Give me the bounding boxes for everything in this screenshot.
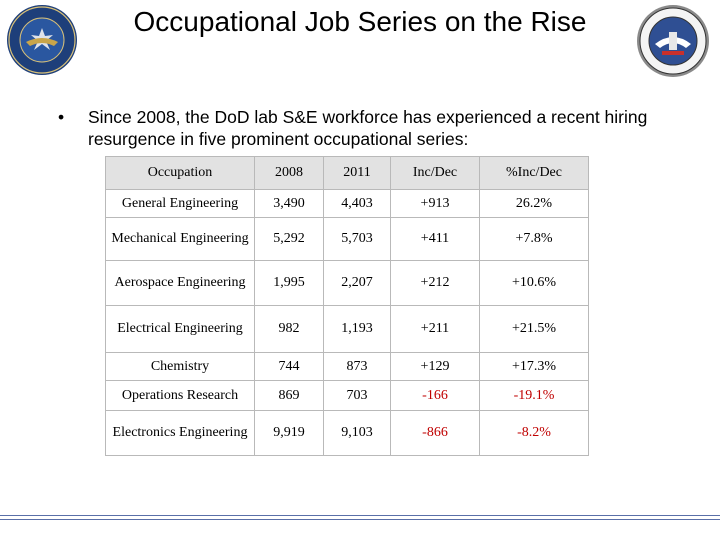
table-header-row <box>106 157 589 190</box>
col-header-inc-dec: Inc/Dec <box>391 157 480 190</box>
table-row <box>106 411 589 456</box>
cell-occupation: Electrical Engineering <box>106 306 255 353</box>
cell-occupation: Electronics Engineering <box>106 411 255 456</box>
col-header-pct-inc-dec: %Inc/Dec <box>480 157 589 190</box>
table-row <box>106 190 589 218</box>
cell-pct-inc-dec: 26.2% <box>480 190 589 218</box>
cell-pct-inc-dec: +17.3% <box>480 353 589 381</box>
col-header-2008: 2008 <box>255 157 324 190</box>
cell-2008: 744 <box>255 353 324 381</box>
cell-occupation: Chemistry <box>106 353 255 381</box>
cell-2008: 1,995 <box>255 261 324 306</box>
bullet-marker: • <box>58 107 65 127</box>
cell-occupation: General Engineering <box>106 190 255 218</box>
cell-2008: 982 <box>255 306 324 353</box>
cell-2008: 3,490 <box>255 190 324 218</box>
cell-inc-dec: +913 <box>391 190 480 218</box>
dod-seal-logo <box>6 4 78 76</box>
table-row <box>106 218 589 261</box>
cell-2011: 5,703 <box>324 218 391 261</box>
cell-2011: 703 <box>324 381 391 411</box>
cell-pct-inc-dec: -8.2% <box>480 411 589 456</box>
cell-pct-inc-dec: +21.5% <box>480 306 589 353</box>
cell-inc-dec: +211 <box>391 306 480 353</box>
cell-2011: 873 <box>324 353 391 381</box>
lab-seal-logo <box>636 4 710 78</box>
cell-pct-inc-dec: -19.1% <box>480 381 589 411</box>
footer-rule <box>0 515 720 516</box>
col-header-occupation: Occupation <box>106 157 255 190</box>
table-row <box>106 306 589 353</box>
cell-2011: 4,403 <box>324 190 391 218</box>
bullet-text: Since 2008, the DoD lab S&E workforce has experienced a recent hiring resurgence in five prominent occupational series: <box>88 107 648 149</box>
cell-2008: 869 <box>255 381 324 411</box>
cell-2011: 1,193 <box>324 306 391 353</box>
cell-inc-dec: +129 <box>391 353 480 381</box>
cell-inc-dec: +411 <box>391 218 480 261</box>
cell-occupation: Aerospace Engineering <box>106 261 255 306</box>
cell-pct-inc-dec: +7.8% <box>480 218 589 261</box>
col-header-2011: 2011 <box>324 157 391 190</box>
cell-occupation: Operations Research <box>106 381 255 411</box>
table-row <box>106 261 589 306</box>
cell-2011: 9,103 <box>324 411 391 456</box>
cell-2011: 2,207 <box>324 261 391 306</box>
footer-rule <box>0 519 720 520</box>
cell-pct-inc-dec: +10.6% <box>480 261 589 306</box>
cell-2008: 9,919 <box>255 411 324 456</box>
occupation-table <box>105 156 589 456</box>
cell-inc-dec: +212 <box>391 261 480 306</box>
cell-2008: 5,292 <box>255 218 324 261</box>
cell-inc-dec: -166 <box>391 381 480 411</box>
table-row <box>106 353 589 381</box>
bullet-point <box>58 106 698 150</box>
slide-title: Occupational Job Series on the Rise <box>133 6 587 37</box>
cell-inc-dec: -866 <box>391 411 480 456</box>
table-row <box>106 381 589 411</box>
cell-occupation: Mechanical Engineering <box>106 218 255 261</box>
